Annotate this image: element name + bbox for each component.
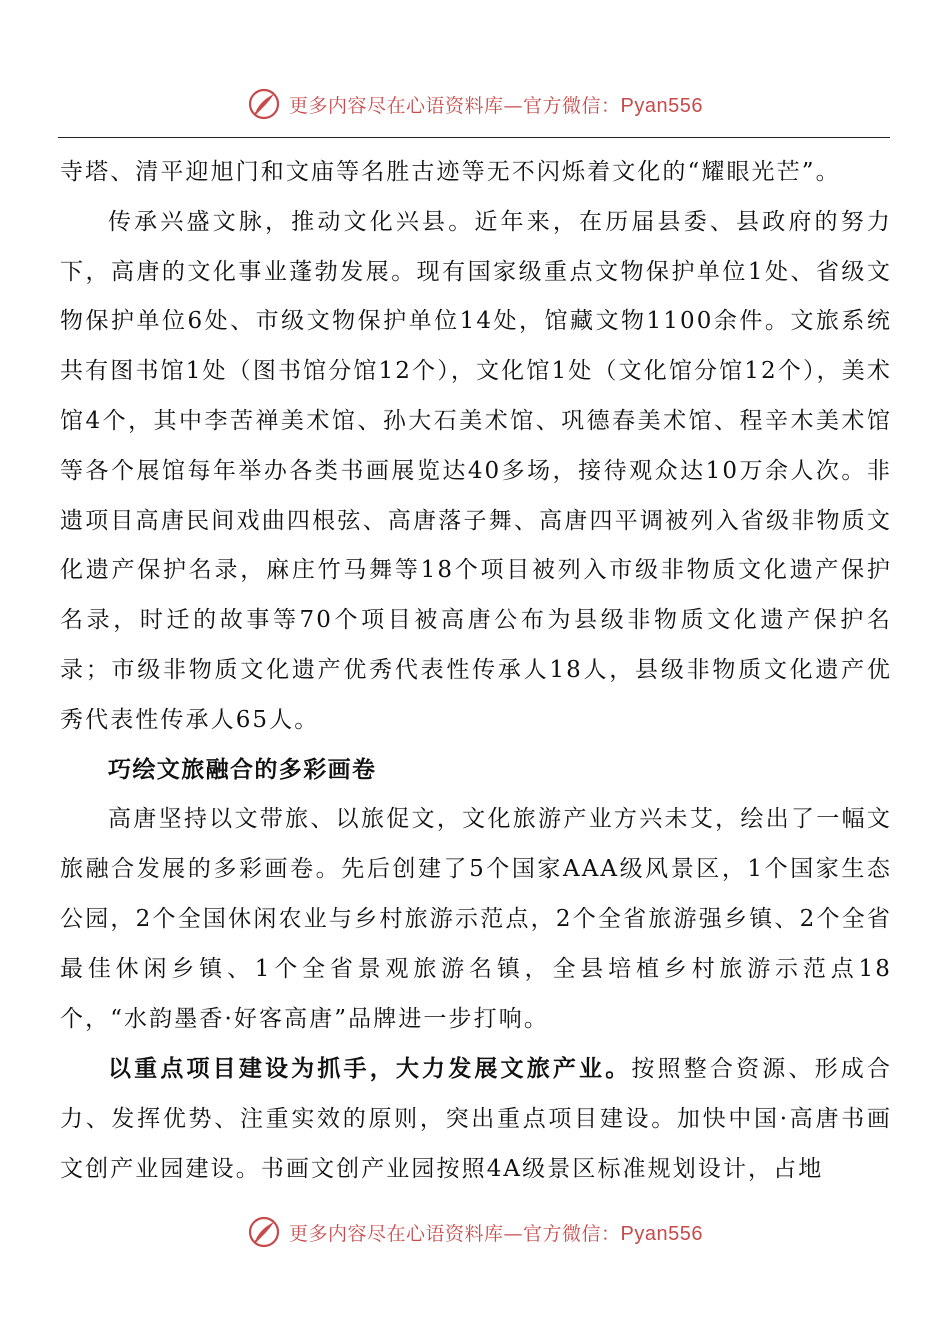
paragraph-culture: 传承兴盛文脉，推动文化兴县。近年来，在历届县委、县政府的努力下，高唐的文化事业蓬勃发展。现有国家级重点文物保护单位1处、省级文物保护单位6处、市级文物保护单位14处，馆藏文物1100余件。文旅系统共有图书馆1处（图书馆分馆12个），文化馆1处（文化馆分馆12个），美术馆4个，其中李苦禅美术馆、孙大石美术馆、巩德春美术馆、程辛木美术馆等各个展馆每年举办各类书画展览达40多场，接待观众达10万余人次。非遗项目高唐民间戏曲四根弦、高唐落子舞、高唐四平调被列入省级非物质文化遗产保护名录，麻庄竹马舞等18个项目被列入市级非物质文化遗产保护名录，时迁的故事等70个项目被高唐公布为县级非物质文化遗产保护名录；市级非物质文化遗产优秀代表性传承人18人，县级非物质文化遗产优秀代表性传承人65人。 bbox=[60, 208, 892, 733]
header-divider bbox=[58, 137, 890, 138]
paragraph-continued: 寺塔、清平迎旭门和文庙等名胜古迹等无不闪烁着文化的“耀眼光芒”。 bbox=[60, 159, 841, 185]
header-banner bbox=[0, 82, 950, 126]
document-body bbox=[60, 148, 892, 1195]
quill-logo-icon bbox=[247, 1215, 281, 1249]
header-banner-text: 更多内容尽在心语资料库—官方微信：Pyan556 bbox=[289, 94, 703, 117]
section-heading: 巧绘文旅融合的多彩画卷 bbox=[108, 756, 377, 783]
paragraph-projects bbox=[60, 1044, 892, 1194]
paragraph-tourism: 高唐坚持以文带旅、以旅促文，文化旅游产业方兴未艾，绘出了一幅文旅融合发展的多彩画卷。先后创建了5个国家AAA级风景区，1个国家生态公园，2个全国休闲农业与乡村旅游示范点，2个全省旅游强乡镇、2个全省最佳休闲乡镇、1个全省景观旅游名镇，全县培植乡村旅游示范点18个，“水韵墨香·好客高唐”品牌进一步打响。 bbox=[60, 806, 892, 1032]
footer-banner-text: 更多内容尽在心语资料库—官方微信：Pyan556 bbox=[289, 1222, 703, 1245]
paragraph-projects-text: 按照整合资源、形成合力、发挥优势、注重实效的原则，突出重点项目建设。加快中国·高唐书画文创产业园建设。书画文创产业园按照4A级景区标准规划设计，占地 bbox=[60, 1056, 893, 1182]
footer-banner bbox=[0, 1210, 950, 1254]
quill-logo-icon bbox=[247, 87, 281, 121]
paragraph-lead: 以重点项目建设为抓手，大力发展文旅产业。 bbox=[108, 1055, 632, 1083]
